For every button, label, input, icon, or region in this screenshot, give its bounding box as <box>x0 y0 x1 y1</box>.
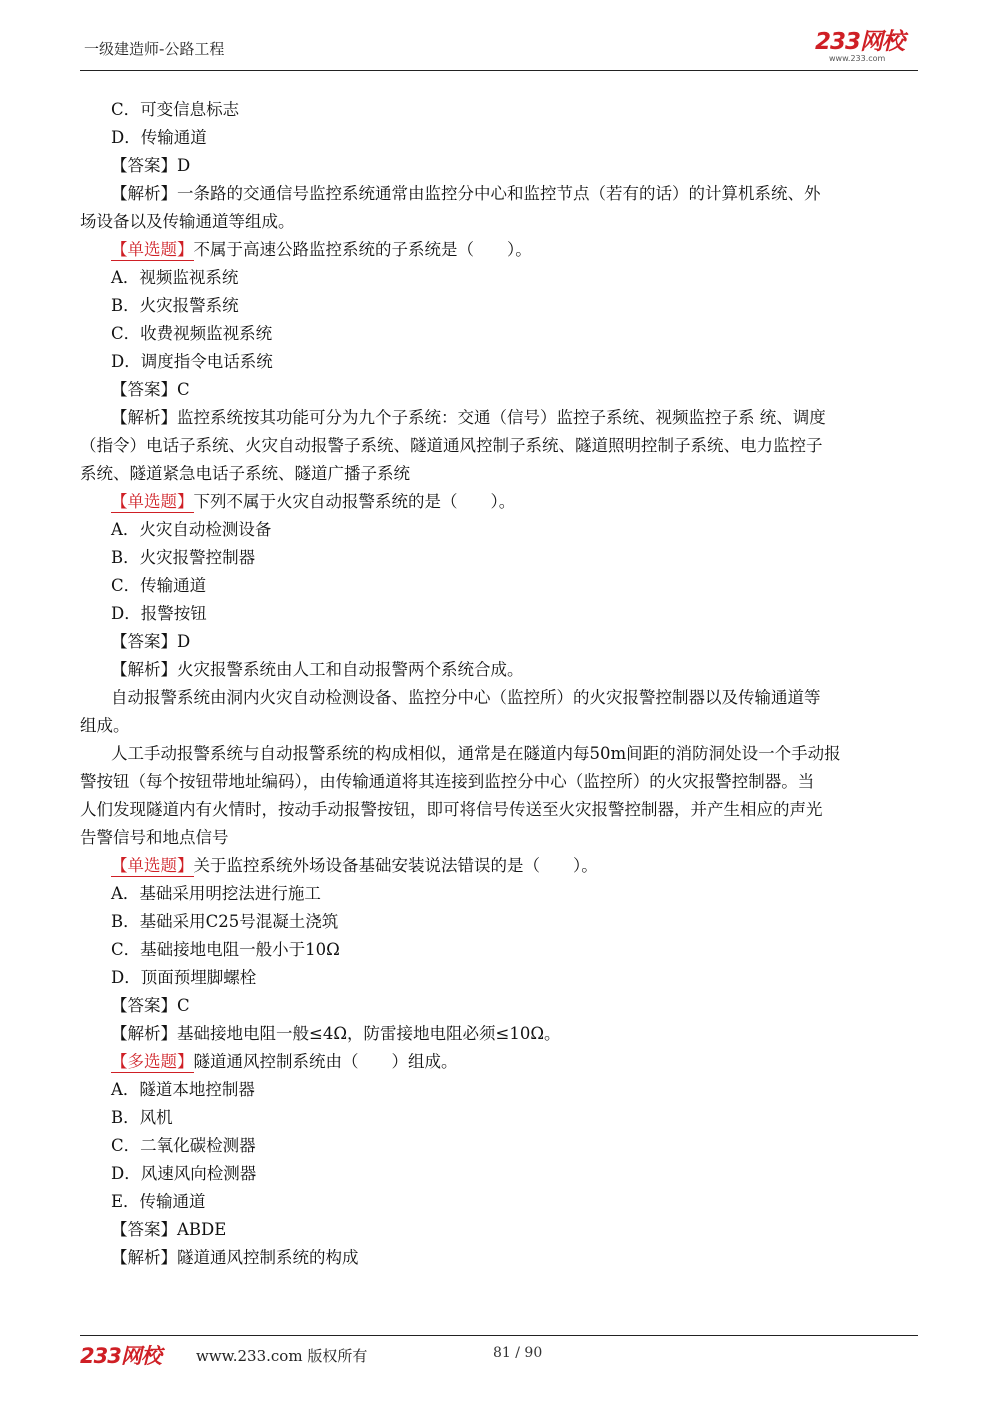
analysis-text: 场设备以及传输通道等组成。 <box>80 212 295 231</box>
analysis-text: 系统、隧道紧急电话子系统、隧道广播子系统 <box>80 464 410 483</box>
option: B．火灾报警控制器 <box>111 548 256 567</box>
answer-label: 【答案】 <box>111 156 177 175</box>
analysis-line <box>80 1020 918 1048</box>
question-type-tag: 【单选题】 <box>111 856 194 875</box>
paragraph-text: 自动报警系统由洞内火灾自动检测设备、监控分中心（监控所）的火灾报警控制器以及传输通道等 <box>111 688 821 707</box>
option: C．二氧化碳检测器 <box>111 1136 256 1155</box>
option: D．传输通道 <box>111 128 207 147</box>
analysis-text: 监控系统按其功能可分为九个子系统：交通（信号）监控子系统、视频监控子系 统、调度 <box>177 408 826 427</box>
option: A．隧道本地控制器 <box>111 1080 255 1099</box>
answer-line <box>80 992 918 1020</box>
option: B．风机 <box>111 1108 173 1127</box>
option: C．基础接地电阻一般小于10Ω <box>111 940 340 959</box>
paragraph-text: 人工手动报警系统与自动报警系统的构成相似，通常是在隧道内每50m间距的消防洞处设一个手动报 <box>111 744 841 763</box>
analysis-label: 【解析】 <box>111 408 177 427</box>
option: B．基础采用C25号混凝土浇筑 <box>111 912 339 931</box>
option: C．可变信息标志 <box>111 100 240 119</box>
analysis-text: 火灾报警系统由人工和自动报警两个系统合成。 <box>177 660 524 679</box>
analysis-label: 【解析】 <box>111 184 177 203</box>
question-line <box>80 1048 918 1076</box>
header-title: 一级建造师-公路工程 <box>84 40 225 58</box>
answer-value: C <box>177 380 190 399</box>
answer-line <box>80 152 918 180</box>
question-text: 不属于高速公路监控系统的子系统是（ ）。 <box>193 240 532 259</box>
analysis-line <box>80 656 918 684</box>
brand-logo[interactable] <box>815 30 904 63</box>
analysis-label: 【解析】 <box>111 1024 177 1043</box>
analysis-line <box>80 1244 918 1272</box>
option: D．顶面预埋脚螺栓 <box>111 968 257 987</box>
answer-value: D <box>177 156 191 175</box>
analysis-text: 隧道通风控制系统的构成 <box>177 1248 359 1267</box>
analysis-line <box>80 404 918 432</box>
option: D．风速风向检测器 <box>111 1164 257 1183</box>
document-body <box>80 96 918 1272</box>
question-type-tag: 【单选题】 <box>111 492 194 511</box>
answer-line <box>80 376 918 404</box>
option: A．火灾自动检测设备 <box>111 520 272 539</box>
analysis-text: （指令）电话子系统、火灾自动报警子系统、隧道通风控制子系统、隧道照明控制子系统、电力监控子 <box>80 436 823 455</box>
paragraph-text: 警按钮（每个按钮带地址编码），由传输通道将其连接到监控分中心（监控所）的火灾报警控制器。当 <box>80 772 815 791</box>
paragraph-text: 人们发现隧道内有火情时，按动手动报警按钮，即可将信号传送至火灾报警控制器，并产生相应的声光 <box>80 800 823 819</box>
question-line <box>80 488 918 516</box>
answer-line <box>80 1216 918 1244</box>
paragraph-text: 告警信号和地点信号 <box>80 828 229 847</box>
answer-label: 【答案】 <box>111 632 177 651</box>
analysis-label: 【解析】 <box>111 1248 177 1267</box>
question-text: 下列不属于火灾自动报警系统的是（ ）。 <box>193 492 516 511</box>
option: C．传输通道 <box>111 576 207 595</box>
header-divider <box>80 70 918 71</box>
footer-divider <box>80 1335 918 1336</box>
answer-label: 【答案】 <box>111 996 177 1015</box>
question-text: 隧道通风控制系统由（ ）组成。 <box>193 1052 458 1071</box>
option: C．收费视频监视系统 <box>111 324 273 343</box>
answer-label: 【答案】 <box>111 380 177 399</box>
question-text: 关于监控系统外场设备基础安装说法错误的是（ ）。 <box>193 856 598 875</box>
brand-logo-text: 233网校 <box>815 29 905 55</box>
analysis-label: 【解析】 <box>111 660 177 679</box>
question-type-tag: 【多选题】 <box>111 1052 194 1071</box>
answer-line <box>80 628 918 656</box>
option: D．调度指令电话系统 <box>111 352 273 371</box>
question-line <box>80 852 918 880</box>
analysis-text: 基础接地电阻一般≤4Ω，防雷接地电阻必须≤10Ω。 <box>177 1024 561 1043</box>
option: A．视频监视系统 <box>111 268 239 287</box>
option: A．基础采用明挖法进行施工 <box>111 884 321 903</box>
option: D．报警按钮 <box>111 604 207 623</box>
answer-value: D <box>177 632 191 651</box>
option: E．传输通道 <box>111 1192 206 1211</box>
option: B．火灾报警系统 <box>111 296 239 315</box>
footer-copyright: www.233.com 版权所有 <box>196 1347 368 1365</box>
answer-label: 【答案】 <box>111 1220 177 1239</box>
question-type-tag: 【单选题】 <box>111 240 194 259</box>
brand-logo-url: www.233.com <box>829 54 886 63</box>
footer-logo[interactable]: 233网校 <box>80 1344 161 1368</box>
analysis-text: 一条路的交通信号监控系统通常由监控分中心和监控节点（若有的话）的计算机系统、外 <box>177 184 821 203</box>
answer-value: ABDE <box>177 1220 227 1239</box>
page-number: 81 / 90 <box>493 1345 543 1361</box>
question-line <box>80 236 918 264</box>
analysis-line <box>80 180 918 208</box>
paragraph-text: 组成。 <box>80 716 130 735</box>
answer-value: C <box>177 996 190 1015</box>
